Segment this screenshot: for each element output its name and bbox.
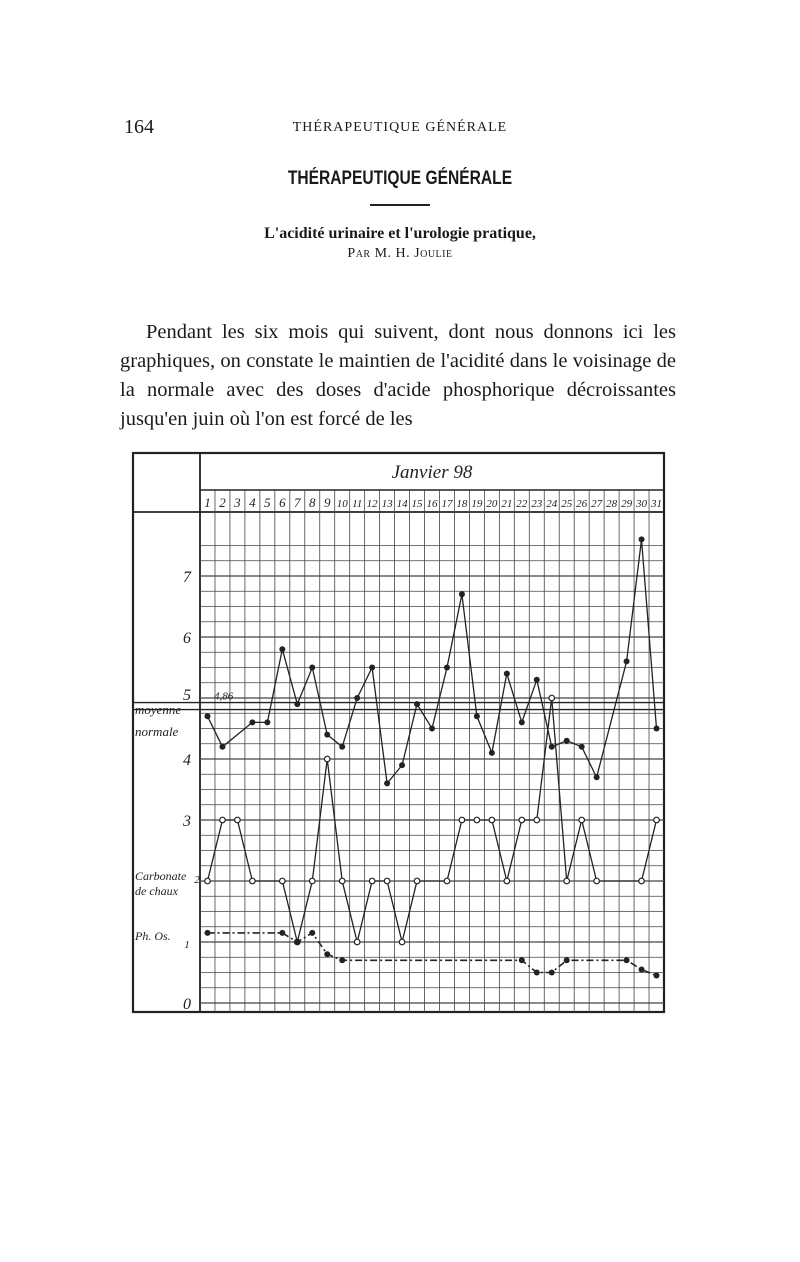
x-tick-label: 18 bbox=[456, 498, 468, 510]
reference-label-normale: normale bbox=[135, 724, 179, 739]
data-point bbox=[489, 750, 495, 756]
data-point bbox=[279, 930, 285, 936]
series-3 bbox=[204, 930, 659, 979]
x-tick-label: 13 bbox=[381, 498, 393, 510]
data-point bbox=[639, 966, 645, 972]
x-tick-label: 26 bbox=[576, 498, 588, 510]
series-1 bbox=[204, 536, 659, 786]
data-point bbox=[220, 817, 226, 823]
data-point bbox=[579, 744, 585, 750]
data-point bbox=[250, 878, 256, 884]
x-tick-label: 24 bbox=[546, 498, 558, 510]
body-paragraph: Pendant les six mois qui suivent, dont nous donnons ici les graphiques, on constate le maintien de l'acidité dans le voisinage de la normale avec des doses d'acide phosphorique décroissantes jusqu'en juin où l'on est forcé de les bbox=[120, 321, 676, 430]
x-tick-label: 27 bbox=[591, 498, 603, 510]
data-point bbox=[429, 726, 435, 732]
data-point bbox=[549, 970, 555, 976]
x-tick-label: 9 bbox=[323, 495, 331, 510]
data-point bbox=[639, 536, 645, 542]
x-tick-label: 6 bbox=[279, 495, 286, 510]
x-tick-label: 22 bbox=[516, 498, 528, 510]
data-point bbox=[474, 713, 480, 719]
data-point bbox=[504, 878, 510, 884]
data-point bbox=[205, 878, 211, 884]
x-tick-label: 2 bbox=[219, 495, 226, 510]
data-point bbox=[384, 878, 390, 884]
x-tick-label: 21 bbox=[501, 498, 513, 510]
data-point bbox=[235, 817, 241, 823]
x-tick-label: 8 bbox=[309, 495, 316, 510]
series-label-carbonate: Carbonate bbox=[135, 869, 187, 883]
data-point bbox=[519, 957, 525, 963]
data-point bbox=[354, 695, 360, 701]
x-tick-label: 4 bbox=[249, 495, 256, 510]
x-tick-label: 19 bbox=[471, 498, 483, 510]
data-point bbox=[579, 817, 585, 823]
x-tick-label: 12 bbox=[366, 498, 378, 510]
data-point bbox=[280, 878, 286, 884]
data-point bbox=[654, 973, 660, 979]
data-point bbox=[339, 744, 345, 750]
x-tick-label: 11 bbox=[352, 498, 363, 510]
running-head: THÉRAPEUTIQUE GÉNÉRALE bbox=[292, 120, 508, 135]
data-point bbox=[534, 970, 540, 976]
data-point bbox=[369, 665, 375, 671]
data-point bbox=[249, 719, 255, 725]
data-point bbox=[264, 719, 270, 725]
data-point bbox=[474, 817, 480, 823]
data-point bbox=[549, 695, 555, 701]
data-point bbox=[519, 719, 525, 725]
data-point bbox=[324, 732, 330, 738]
data-point bbox=[654, 726, 660, 732]
data-point bbox=[654, 817, 660, 823]
data-point bbox=[369, 878, 375, 884]
article-title: L'acidité urinaire et l'urologie pratique, bbox=[264, 225, 536, 242]
x-tick-label: 14 bbox=[396, 498, 408, 510]
x-tick-label: 23 bbox=[531, 498, 543, 510]
data-point bbox=[594, 774, 600, 780]
data-point bbox=[279, 646, 285, 652]
data-point bbox=[399, 939, 405, 945]
x-tick-label: 25 bbox=[561, 498, 573, 510]
x-tick-label: 3 bbox=[234, 495, 241, 510]
data-point bbox=[309, 878, 315, 884]
data-point bbox=[204, 713, 210, 719]
y-tick-label: 7 bbox=[183, 569, 191, 586]
data-point bbox=[459, 817, 465, 823]
y-tick-label: 5 bbox=[183, 687, 191, 704]
data-point bbox=[384, 780, 390, 786]
x-tick-label: 30 bbox=[636, 498, 648, 510]
data-point bbox=[549, 744, 555, 750]
data-point bbox=[534, 817, 540, 823]
y-tick-label: 4 bbox=[183, 752, 191, 769]
data-point bbox=[504, 671, 510, 677]
x-tick-label: 10 bbox=[336, 498, 348, 510]
data-point bbox=[594, 878, 600, 884]
section-title: THÉRAPEUTIQUE GÉNÉRALE bbox=[287, 168, 513, 189]
x-tick-label: 31 bbox=[651, 498, 663, 510]
chart-title: Janvier 98 bbox=[391, 462, 473, 483]
data-point bbox=[444, 665, 450, 671]
data-point bbox=[639, 878, 645, 884]
y-tick-label: 2 bbox=[194, 874, 200, 886]
data-point bbox=[624, 957, 630, 963]
x-tick-label: 17 bbox=[441, 498, 453, 510]
page-number: 164 bbox=[124, 116, 154, 138]
y-tick-label: 3 bbox=[183, 813, 191, 830]
x-tick-label: 5 bbox=[264, 495, 271, 510]
x-tick-label: 20 bbox=[486, 498, 498, 510]
series-label-de-chaux: de chaux bbox=[135, 884, 178, 898]
data-point bbox=[564, 878, 570, 884]
data-point bbox=[294, 939, 300, 945]
data-point bbox=[339, 957, 345, 963]
x-tick-label: 29 bbox=[621, 498, 633, 510]
series-label-ph-os: Ph. Os. bbox=[135, 929, 171, 943]
data-point bbox=[519, 817, 525, 823]
x-tick-label: 7 bbox=[294, 495, 301, 510]
data-point bbox=[564, 738, 570, 744]
data-point bbox=[534, 677, 540, 683]
data-point bbox=[399, 762, 405, 768]
y-tick-label: 1 bbox=[184, 939, 190, 951]
x-tick-label: 28 bbox=[606, 498, 618, 510]
reference-value-label: 4,86 bbox=[214, 690, 234, 703]
x-tick-label: 16 bbox=[426, 498, 438, 510]
data-point bbox=[459, 591, 465, 597]
x-tick-label: 1 bbox=[204, 495, 211, 510]
data-point bbox=[489, 817, 495, 823]
data-point bbox=[414, 701, 420, 707]
data-point bbox=[444, 878, 450, 884]
data-point bbox=[414, 878, 420, 884]
data-point bbox=[309, 930, 315, 936]
x-tick-label: 15 bbox=[411, 498, 423, 510]
data-point bbox=[624, 658, 630, 664]
article-author: Par M. H. Joulie bbox=[347, 246, 453, 261]
data-point bbox=[204, 930, 210, 936]
data-point bbox=[564, 957, 570, 963]
data-point bbox=[339, 878, 345, 884]
data-point bbox=[324, 951, 330, 957]
data-point bbox=[219, 744, 225, 750]
data-point bbox=[294, 701, 300, 707]
data-point bbox=[354, 939, 360, 945]
y-tick-label: 6 bbox=[183, 630, 191, 647]
data-point bbox=[309, 665, 315, 671]
data-point bbox=[324, 756, 330, 762]
y-tick-label: 0 bbox=[183, 996, 191, 1013]
reference-label-moyenne: moyenne bbox=[135, 702, 182, 717]
